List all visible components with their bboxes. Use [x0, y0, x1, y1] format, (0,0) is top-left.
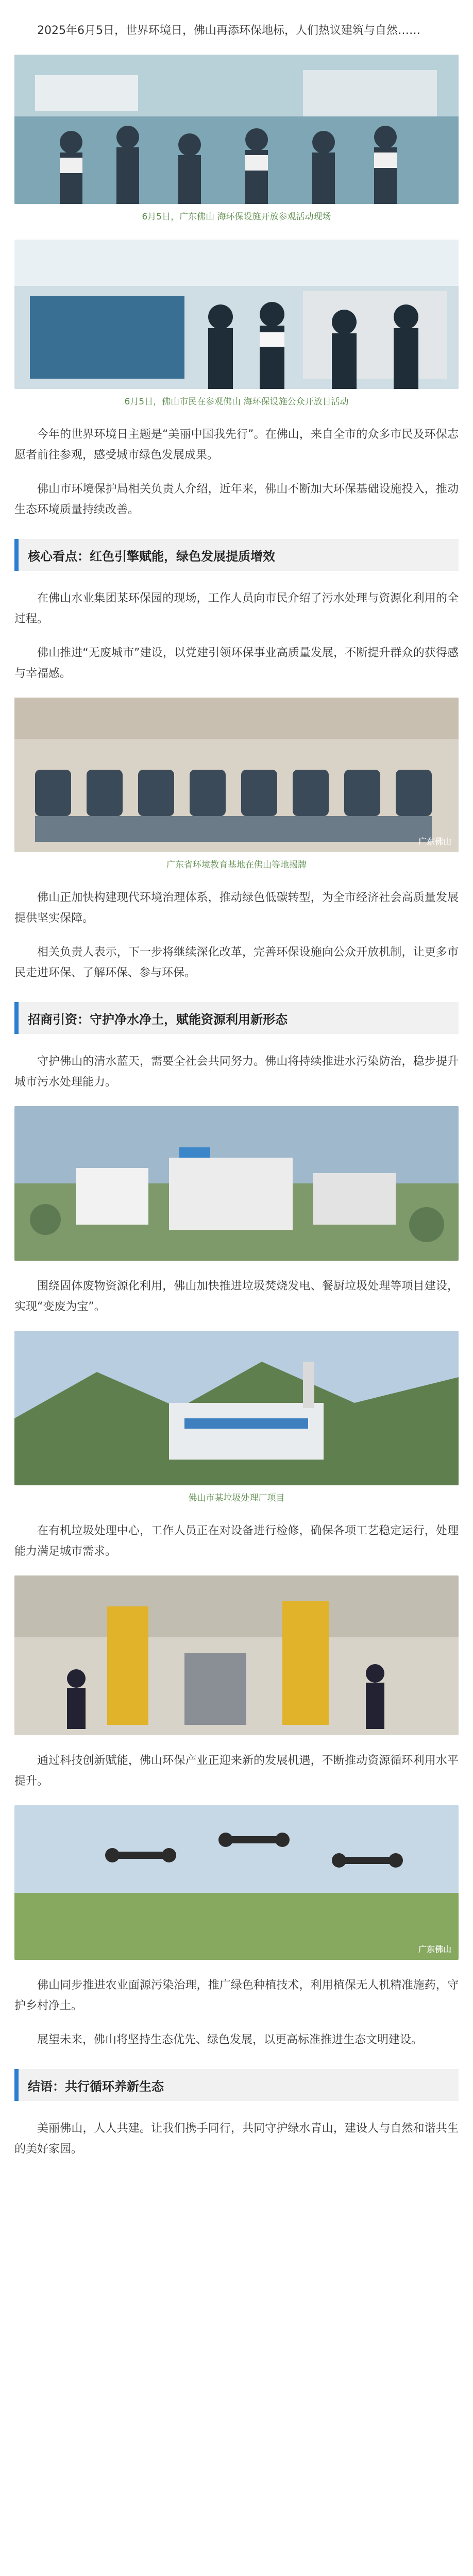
caption-img3: 广东省环境教育基地在佛山等地揭牌: [166, 860, 307, 870]
section-title-1: 核心看点：红色引擎赋能，绿色发展提质增效: [28, 549, 275, 564]
paragraph-5: 佛山正加快构建现代环境治理体系，推动绿色低碳转型，为全市经济社会高质量发展提供坚实保障。: [14, 891, 459, 925]
photo-equipment-workers: [14, 1575, 459, 1735]
photo-aerial-facility-image: [14, 1106, 459, 1261]
section-header-1: [14, 539, 459, 571]
photo-education-base: [14, 698, 459, 852]
paragraph-9: 在有机垃圾处理中心，工作人员正在对设备进行检修，确保各项工艺稳定运行，处理能力满足城市需求。: [14, 1524, 459, 1558]
photo-visitors-tour-image: [14, 55, 459, 204]
paragraph-11: 佛山同步推进农业面源污染治理，推广绿色种植技术，利用植保无人机精准施药，守护乡村净土。: [14, 1979, 459, 2012]
paragraph-10: 通过科技创新赋能，佛山环保产业正迎来新的发展机遇，不断推动资源循环利用水平提升。: [14, 1754, 459, 1788]
photo-public-open-day: [14, 240, 459, 389]
section-title-2: 招商引资：守护净水净土，赋能资源利用新形态: [28, 1012, 288, 1027]
paragraph-8: 围绕固体废物资源化利用，佛山加快推进垃圾焚烧发电、餐厨垃圾处理等项目建设，实现“变废为宝”。: [14, 1280, 459, 1313]
section-header-3: [14, 2069, 459, 2101]
watermark-2: 广东佛山: [418, 1944, 451, 1954]
photo-equipment-workers-image: [14, 1575, 459, 1735]
section-title-3: 结语：共行循环养新生态: [28, 2079, 164, 2094]
photo-aerial-facility: [14, 1106, 459, 1261]
watermark: 广东佛山: [418, 837, 451, 846]
paragraph-1: 今年的世界环境日主题是“美丽中国我先行”。在佛山，来自全市的众多市民及环保志愿者前往参观，感受城市绿色发展成果。: [14, 428, 459, 462]
paragraph-2: 佛山市环境保护局相关负责人介绍，近年来，佛山不断加大环保基础设施投入，推动生态环境质量持续改善。: [14, 483, 459, 516]
intro-paragraph: 2025年6月5日，世界环境日，佛山再添环保地标，人们热议建筑与自然……: [37, 24, 420, 37]
photo-education-base-image: [14, 698, 459, 852]
photo-visitors-tour: [14, 55, 459, 204]
photo-farm-drones: [14, 1805, 459, 1960]
caption-img1: 6月5日，广东佛山 海环保设施开放参观活动现场: [142, 212, 331, 222]
paragraph-13: 美丽佛山，人人共建。让我们携手同行，共同守护绿水青山，建设人与自然和谐共生的美好家园。: [14, 2122, 459, 2156]
photo-public-open-day-image: [14, 240, 459, 389]
photo-waste-plant: [14, 1331, 459, 1485]
photo-waste-plant-image: [14, 1331, 459, 1485]
paragraph-12: 展望未来，佛山将坚持生态优先、绿色发展，以更高标准推进生态文明建设。: [37, 2033, 423, 2046]
paragraph-3: 在佛山水业集团某环保园的现场，工作人员向市民介绍了污水处理与资源化利用的全过程。: [14, 592, 459, 625]
photo-farm-drones-image: [14, 1805, 459, 1960]
paragraph-6: 相关负责人表示，下一步将继续深化改革，完善环保设施向公众开放机制，让更多市民走进环保、了解环保、参与环保。: [14, 946, 459, 979]
caption-img4: 佛山市某垃圾处理厂项目: [188, 1493, 285, 1503]
section-header-2: [14, 1002, 459, 1034]
paragraph-7: 守护佛山的清水蓝天，需要全社会共同努力。佛山将持续推进水污染防治，稳步提升城市污水处理能力。: [14, 1055, 459, 1089]
paragraph-4: 佛山推进“无废城市”建设，以党建引领环保事业高质量发展，不断提升群众的获得感与幸福感。: [14, 647, 459, 680]
caption-img2: 6月5日，佛山市民在参观佛山 海环保设施公众开放日活动: [124, 397, 349, 407]
